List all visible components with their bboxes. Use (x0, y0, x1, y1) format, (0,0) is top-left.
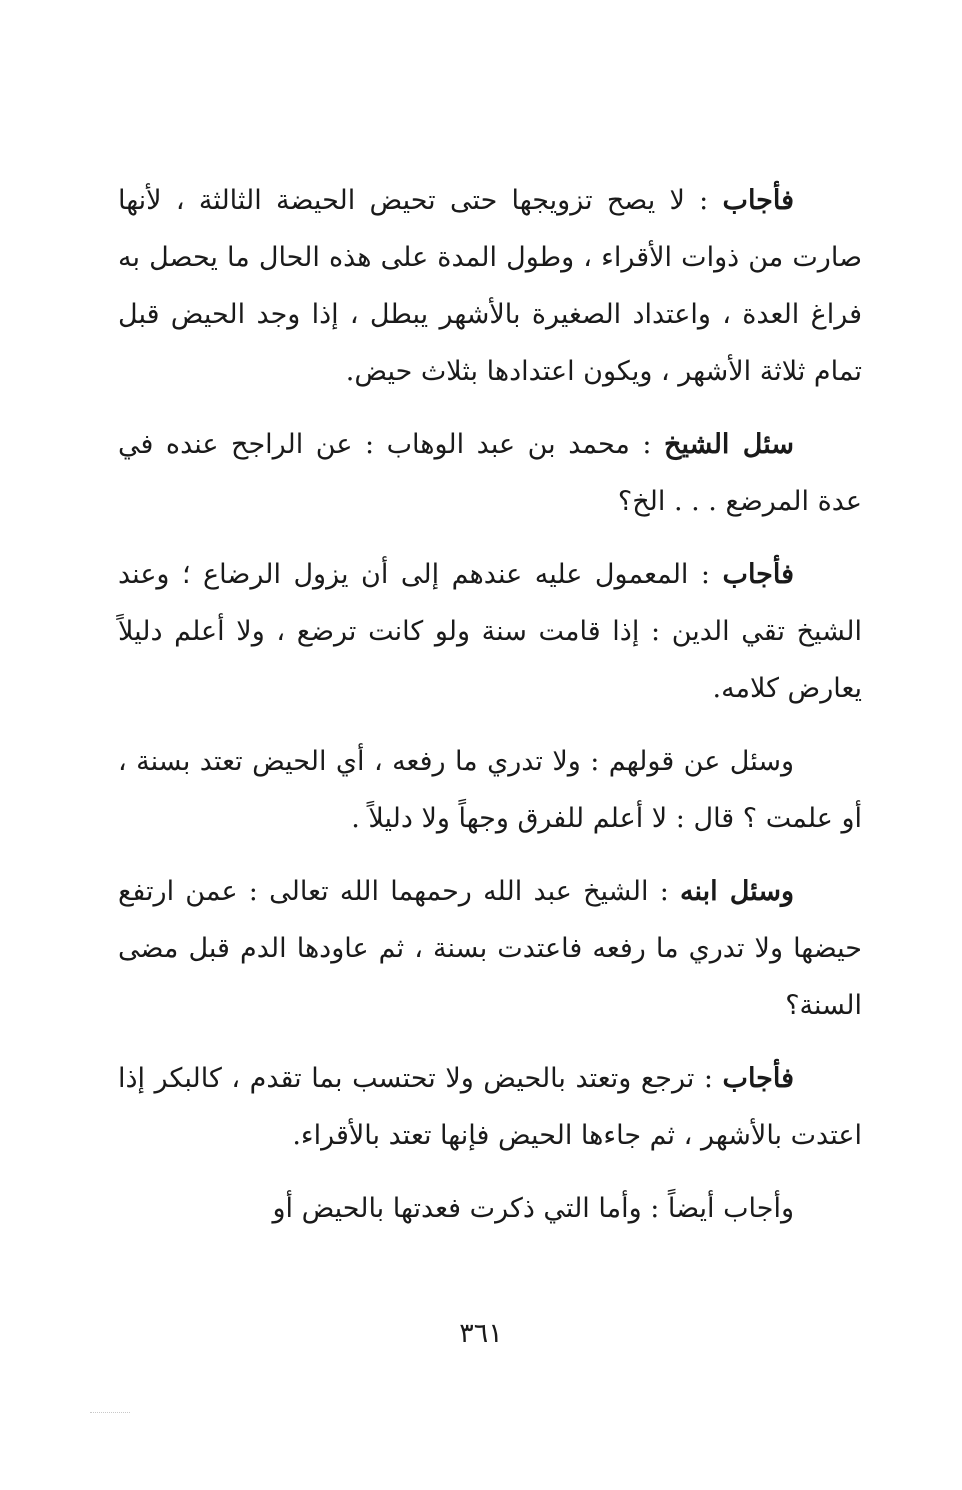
paragraph-text: : الشيخ عبد الله رحمهما الله تعالى : عمن ارتفع حيضها ولا تدري ما رفعه فاعتدت بسنة ، ثم عاودها الدم قبل مضى السنة؟ (118, 876, 862, 1021)
paragraph-lead: وسئل ابنه (680, 876, 794, 907)
paragraph-text: وأجاب أيضاً : وأما التي ذكرت فعدتها بالحيض أو (272, 1193, 794, 1224)
paragraph-question-3 (118, 863, 862, 1034)
paragraph-answer-1 (118, 172, 862, 400)
paragraph-text: : لا يصح تزويجها حتى تحيض الحيضة الثالثة ، لأنها صارت من ذوات الأقراء ، وطول المدة على هذه الحال ما يحصل به فراغ العدة ، واعتداد الصغيرة بالأشهر يبطل ، إذا وجد الحيض قبل تمام ثلاثة الأشهر ، ويكون اعتدادها بثلاث حيض. (118, 185, 862, 387)
paragraph-text: : المعمول عليه عندهم إلى أن يزول الرضاع ؛ وعند الشيخ تقي الدين : إذا قامت سنة ولو كانت ترضع ، ولا أعلم دليلاً يعارض كلامه. (118, 559, 862, 704)
paragraph-answer-4 (118, 1180, 862, 1237)
paragraph-lead: سئل الشيخ (664, 429, 794, 460)
paragraph-answer-3 (118, 1050, 862, 1164)
page-body (118, 172, 862, 1253)
paragraph-lead: فأجاب (722, 185, 794, 216)
paragraph-answer-2 (118, 546, 862, 717)
paragraph-question-2 (118, 733, 862, 847)
paragraph-lead: فأجاب (722, 559, 794, 590)
paragraph-text: : محمد بن عبد الوهاب : عن الراجح عنده في عدة المرضع . . . الخ؟ (118, 429, 862, 517)
paragraph-text: وسئل عن قولهم : ولا تدري ما رفعه ، أي الحيض تعتد بسنة ، أو علمت ؟ قال : لا أعلم للفرق وجهاً ولا دليلاً . (118, 746, 862, 834)
paragraph-lead: فأجاب (722, 1063, 794, 1094)
paragraph-text: : ترجع وتعتد بالحيض ولا تحتسب بما تقدم ، كالبكر إذا اعتدت بالأشهر ، ثم جاءها الحيض فإنها تعتد بالأقراء. (118, 1063, 862, 1151)
scan-specks (90, 1412, 130, 1417)
paragraph-question-1 (118, 416, 862, 530)
page-number: ٣٦١ (459, 1318, 503, 1349)
